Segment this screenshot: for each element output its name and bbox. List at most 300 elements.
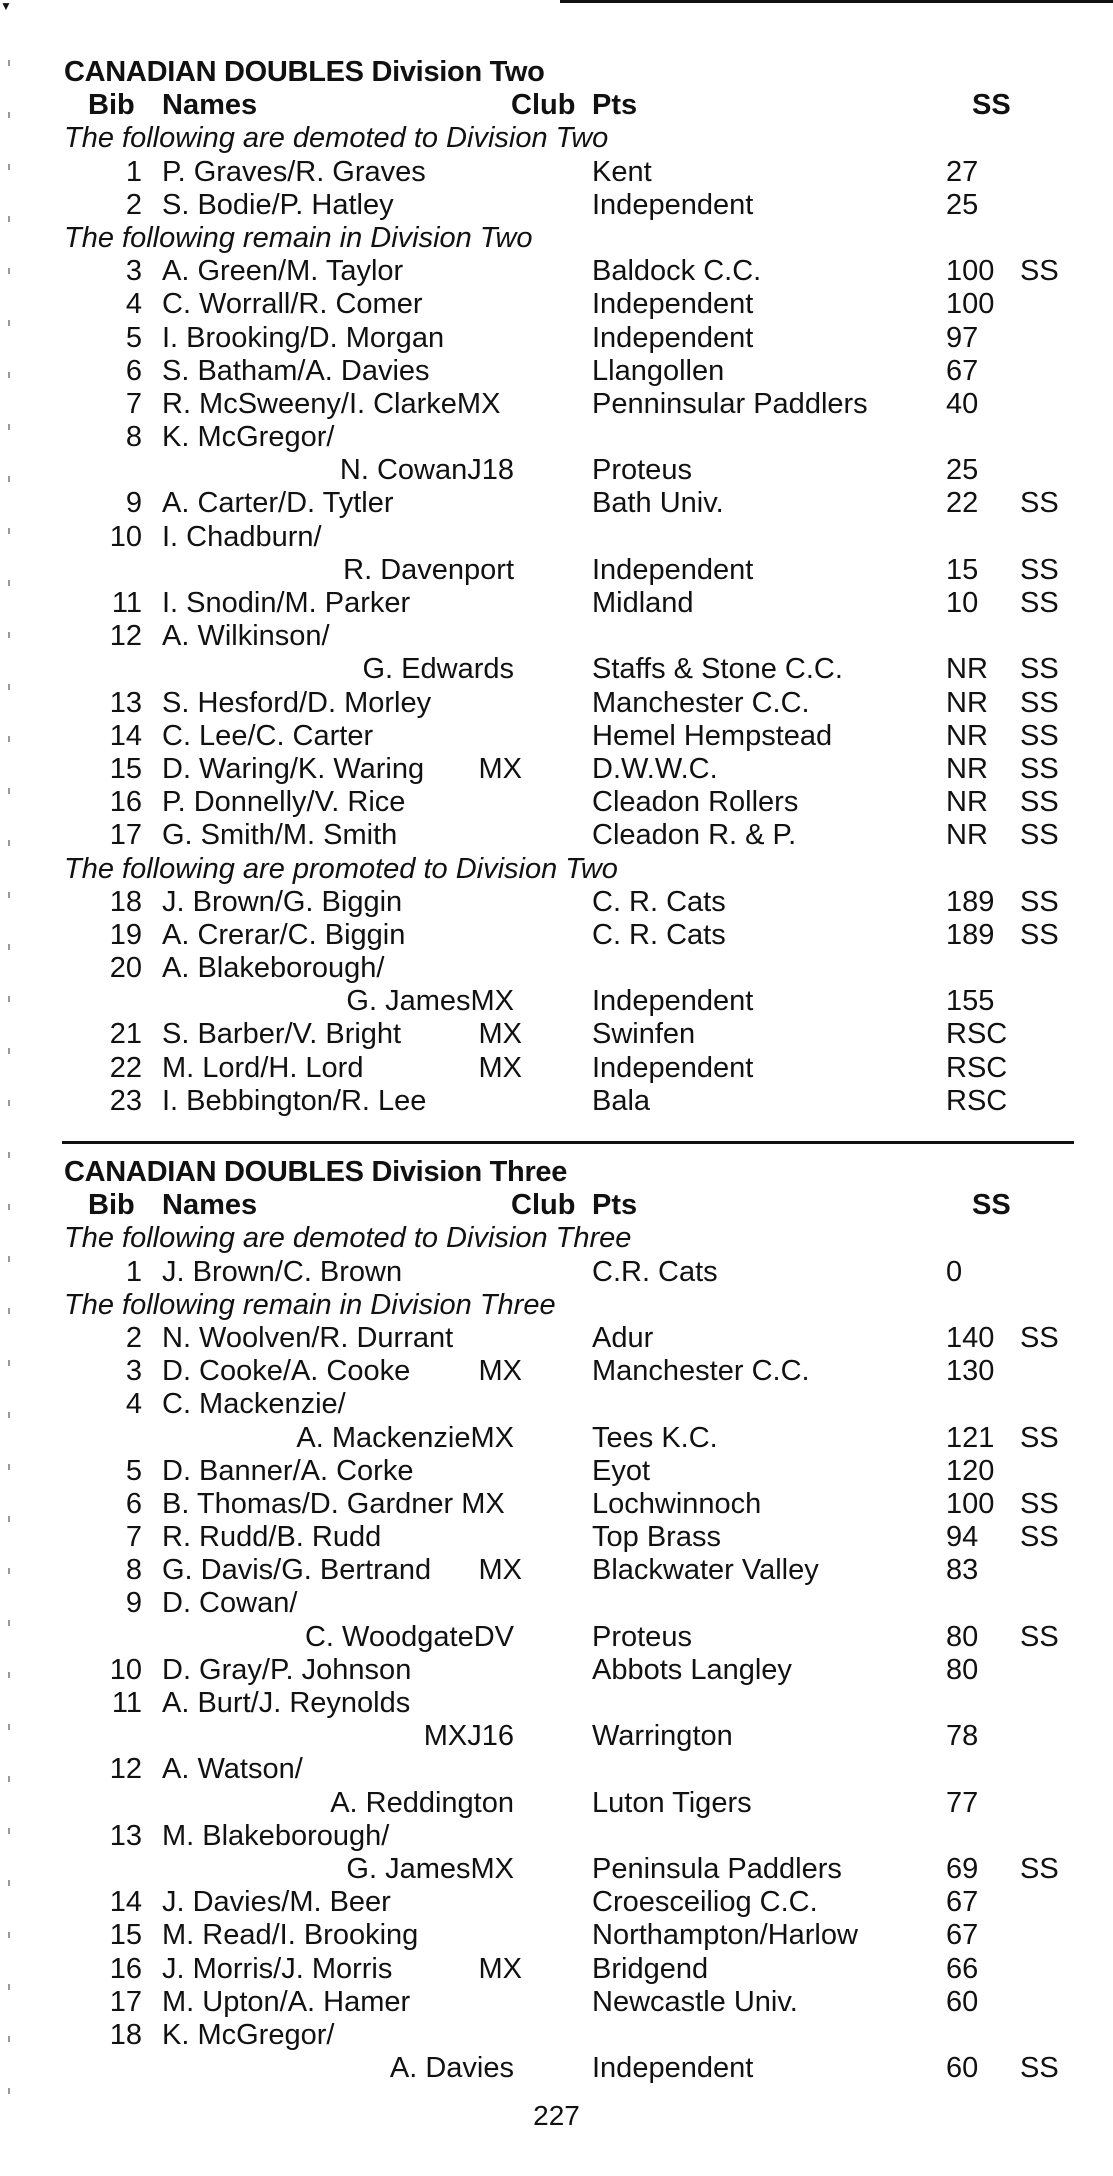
- entry-names: S. Bodie/P. Hatley: [162, 188, 394, 221]
- entry-pts: 80: [946, 1620, 979, 1653]
- entry-names: S. Batham/A. Davies: [162, 354, 430, 387]
- entry-pts: 15: [946, 553, 979, 586]
- entry-pts: 155: [946, 985, 995, 1018]
- entry-names: D. Cowan/: [162, 1587, 298, 1620]
- edge-mark: [8, 1620, 10, 1626]
- table-row: [64, 2019, 1074, 2052]
- table-row: [64, 322, 1074, 355]
- entry-names: D. Waring/K. Waring: [162, 752, 425, 785]
- entry-bib: 11: [111, 587, 142, 619]
- table-row-continuation: [64, 454, 1074, 487]
- entry-pts: RSC: [946, 1018, 1008, 1051]
- entry-pts: 130: [946, 1355, 995, 1388]
- group-caption: The following are promoted to Division Two: [64, 852, 618, 885]
- entry-club: Cleadon R. & P.: [592, 819, 797, 852]
- entry-names: N. Woolven/R. Durrant: [162, 1321, 454, 1354]
- section-divider: [62, 1141, 1074, 1144]
- entry-ss: SS: [1020, 1421, 1059, 1454]
- entry-ss: SS: [1020, 587, 1059, 619]
- entry-club: Independent: [592, 188, 754, 221]
- table-row-continuation: [64, 1720, 1074, 1753]
- table-row: [64, 421, 1074, 454]
- entry-club: Tees K.C.: [592, 1421, 718, 1454]
- edge-mark: [8, 1100, 10, 1106]
- table-row-continuation: [64, 1853, 1074, 1886]
- entry-bib: 2: [125, 1321, 142, 1354]
- table-row: [64, 1654, 1074, 1687]
- entry-club: Eyot: [592, 1454, 651, 1487]
- entry-pts: 10: [946, 587, 979, 619]
- edge-mark: [8, 1724, 10, 1730]
- entry-names-continued: G. JamesMX: [346, 1852, 514, 1885]
- entry-bib: 6: [125, 1487, 142, 1520]
- entry-names: M. Blakeborough/: [162, 1819, 390, 1852]
- entry-pts: 22: [946, 487, 979, 520]
- entry-bib: 1: [125, 1255, 142, 1288]
- edge-mark: [8, 1204, 10, 1210]
- entry-bib: 4: [125, 288, 142, 321]
- header-names: Names: [162, 89, 258, 122]
- edge-mark: [8, 1048, 10, 1054]
- division-three-section: [64, 1156, 1074, 2085]
- entry-club: Llangollen: [592, 354, 725, 387]
- entry-pts: RSC: [946, 1084, 1008, 1117]
- entry-bib: 17: [109, 1985, 142, 2018]
- table-row: [64, 919, 1074, 952]
- entry-ss: SS: [1020, 1487, 1059, 1520]
- table-row: [64, 1085, 1074, 1118]
- entry-bib: 22: [109, 1051, 142, 1084]
- entry-names: M. Read/I. Brooking: [162, 1919, 419, 1952]
- entry-pts: 40: [946, 387, 979, 420]
- entry-bib: 15: [109, 752, 142, 785]
- entry-bib: 3: [125, 1355, 142, 1388]
- entry-names: M. Upton/A. Hamer: [162, 1985, 411, 2018]
- entry-ss: SS: [1020, 255, 1059, 288]
- entry-names: J. Brown/G. Biggin: [162, 885, 403, 918]
- table-row-continuation: [64, 1621, 1074, 1654]
- group-caption: The following are demoted to Division Two: [64, 122, 609, 155]
- entry-ss: SS: [1020, 786, 1059, 819]
- edge-mark: [8, 268, 10, 274]
- column-headers: [64, 89, 1074, 122]
- entry-names: A. Watson/: [162, 1753, 303, 1786]
- entry-club: Bridgend: [592, 1952, 709, 1985]
- table-row: [64, 1886, 1074, 1919]
- entry-names-continued: A. Davies: [389, 2052, 514, 2085]
- entry-ss: SS: [1020, 1521, 1059, 1554]
- table-row: [64, 156, 1074, 189]
- entry-names: S. Barber/V. Bright: [162, 1018, 402, 1051]
- table-row: [64, 1018, 1074, 1051]
- table-row: [64, 1587, 1074, 1620]
- table-row: [64, 952, 1074, 985]
- table-row: [64, 886, 1074, 919]
- entry-pts: NR: [946, 719, 988, 752]
- entry-pts: 25: [946, 188, 979, 221]
- entry-names: A. Green/M. Taylor: [162, 255, 404, 288]
- table-row: [64, 1521, 1074, 1554]
- entry-club: Proteus: [592, 454, 692, 487]
- entry-ss: SS: [1020, 487, 1059, 520]
- entry-pts: 67: [946, 1919, 979, 1952]
- entry-pts: 67: [946, 354, 979, 387]
- entry-pts: NR: [946, 786, 988, 819]
- edge-mark: [8, 424, 10, 430]
- entry-bib: 9: [125, 487, 142, 520]
- table-row: [64, 1919, 1074, 1952]
- entry-club: Kent: [592, 155, 652, 188]
- entry-bib: 16: [109, 1952, 142, 1985]
- entry-club: Bala: [592, 1084, 651, 1117]
- entry-bib: 20: [109, 952, 142, 985]
- entry-names: A. Burt/J. Reynolds: [162, 1687, 411, 1719]
- entry-names: C. Lee/C. Carter: [162, 719, 374, 752]
- header-bib: Bib: [88, 1189, 135, 1222]
- edge-mark: [8, 1360, 10, 1366]
- section-title: CANADIAN DOUBLES Division Two: [64, 56, 545, 88]
- entry-club: Luton Tigers: [592, 1786, 752, 1819]
- header-pts: Pts: [592, 89, 638, 122]
- entry-club: Adur: [592, 1321, 654, 1354]
- entry-ss: SS: [1020, 686, 1059, 719]
- table-row: [64, 355, 1074, 388]
- edge-mark: [8, 1516, 10, 1522]
- header-club: Club: [511, 89, 576, 122]
- entry-bib: 23: [109, 1084, 142, 1117]
- entry-ss: SS: [1020, 2052, 1059, 2085]
- entry-club: Cleadon Rollers: [592, 786, 799, 819]
- entry-names: I. Brooking/D. Morgan: [162, 321, 445, 354]
- section-title: CANADIAN DOUBLES Division Three: [64, 1156, 568, 1188]
- edge-mark: [8, 528, 10, 534]
- table-row: [64, 1820, 1074, 1853]
- entry-pts: 80: [946, 1653, 979, 1686]
- group-caption: The following remain in Division Three: [64, 1288, 556, 1321]
- table-row: [64, 753, 1074, 786]
- edge-mark: [8, 1828, 10, 1834]
- table-row: [64, 1322, 1074, 1355]
- entry-pts: 27: [946, 155, 979, 188]
- entry-pts: RSC: [946, 1051, 1008, 1084]
- entry-club: Northampton/Harlow: [592, 1919, 858, 1952]
- entry-class-mark: MX: [478, 1952, 522, 1985]
- entry-pts: 121: [946, 1421, 995, 1454]
- entry-bib: 11: [111, 1687, 142, 1719]
- entry-ss: SS: [1020, 885, 1059, 918]
- table-row-continuation: [64, 2052, 1074, 2085]
- edge-mark: [8, 840, 10, 846]
- entry-ss: SS: [1020, 553, 1059, 586]
- entry-ss: SS: [1020, 1620, 1059, 1653]
- edge-mark: [8, 1464, 10, 1470]
- table-row: [64, 521, 1074, 554]
- entry-club: Independent: [592, 985, 754, 1018]
- entry-class-mark: MX: [478, 1018, 522, 1051]
- entry-ss: SS: [1020, 653, 1059, 686]
- table-row-continuation: [64, 554, 1074, 587]
- entry-club: Hemel Hempstead: [592, 719, 833, 752]
- entry-bib: 7: [125, 387, 142, 420]
- entry-class-mark: MX: [478, 1554, 522, 1587]
- entry-bib: 18: [109, 885, 142, 918]
- entry-names-continued: R. Davenport: [343, 553, 514, 586]
- entry-club: Peninsula Paddlers: [592, 1852, 842, 1885]
- edge-mark: [8, 216, 10, 222]
- top-rule: [560, 0, 1113, 3]
- entry-names: M. Lord/H. Lord: [162, 1051, 364, 1084]
- entry-pts: 60: [946, 2052, 979, 2085]
- entry-names: I. Snodin/M. Parker: [162, 587, 411, 619]
- entry-bib: 13: [109, 686, 142, 719]
- entry-class-mark: MX: [478, 1355, 522, 1388]
- header-club: Club: [511, 1189, 576, 1222]
- entry-club: Swinfen: [592, 1018, 696, 1051]
- entry-club: Manchester C.C.: [592, 686, 810, 719]
- entry-names: B. Thomas/D. Gardner MX: [162, 1487, 505, 1520]
- table-row: [64, 1687, 1074, 1720]
- edge-mark: [8, 1776, 10, 1782]
- entry-names: G. Davis/G. Bertrand: [162, 1554, 432, 1587]
- entry-pts: NR: [946, 819, 988, 852]
- entry-club: Baldock C.C.: [592, 255, 762, 288]
- entry-ss: SS: [1020, 719, 1059, 752]
- header-names: Names: [162, 1189, 258, 1222]
- table-row-continuation: [64, 985, 1074, 1018]
- edge-mark: [8, 788, 10, 794]
- entry-club: Newcastle Univ.: [592, 1985, 798, 2018]
- entry-pts: NR: [946, 752, 988, 785]
- entry-bib: 19: [109, 918, 142, 951]
- entry-bib: 10: [109, 1653, 142, 1686]
- entry-pts: 0: [946, 1255, 963, 1288]
- table-row-continuation: [64, 1787, 1074, 1820]
- entry-names: C. Mackenzie/: [162, 1388, 346, 1421]
- entry-names: K. McGregor/: [162, 421, 335, 454]
- entry-names: D. Cooke/A. Cooke: [162, 1355, 411, 1388]
- table-row-continuation: [64, 653, 1074, 686]
- header-ss: SS: [972, 1189, 1011, 1222]
- edge-mark: [8, 164, 10, 170]
- entry-club: Penninsular Paddlers: [592, 387, 868, 420]
- table-row: [64, 1953, 1074, 1986]
- edge-mark: [8, 1932, 10, 1938]
- entry-pts: 189: [946, 885, 995, 918]
- edge-mark: [8, 1152, 10, 1158]
- entry-names: G. Smith/M. Smith: [162, 819, 398, 852]
- entry-names: J. Davies/M. Beer: [162, 1886, 391, 1919]
- entry-club: C. R. Cats: [592, 918, 726, 951]
- table-row: [64, 1355, 1074, 1388]
- entry-bib: 14: [109, 1886, 142, 1919]
- entry-club: Proteus: [592, 1620, 692, 1653]
- table-row: [64, 620, 1074, 653]
- scan-edge-marks: [8, 60, 12, 2140]
- table-row-continuation: [64, 1422, 1074, 1455]
- entry-pts: 66: [946, 1952, 979, 1985]
- entry-club: Abbots Langley: [592, 1653, 792, 1686]
- edge-mark: [8, 112, 10, 118]
- entry-names: A. Blakeborough/: [162, 952, 385, 985]
- table-row: [64, 189, 1074, 222]
- entry-pts: 69: [946, 1852, 979, 1885]
- entry-bib: 15: [109, 1919, 142, 1952]
- entry-names: K. McGregor/: [162, 2018, 335, 2051]
- entry-names: J. Brown/C. Brown: [162, 1255, 403, 1288]
- entry-names-continued: G. JamesMX: [346, 985, 514, 1018]
- entry-names: R. McSweeny/I. ClarkeMX: [162, 387, 501, 420]
- entry-names: J. Morris/J. Morris: [162, 1952, 393, 1985]
- entry-club: Independent: [592, 288, 754, 321]
- entry-bib: 21: [109, 1018, 142, 1051]
- column-headers: [64, 1189, 1074, 1222]
- table-row: [64, 1986, 1074, 2019]
- entry-club: Staffs & Stone C.C.: [592, 653, 843, 686]
- entry-club: C.R. Cats: [592, 1255, 718, 1288]
- edge-mark: [8, 1256, 10, 1262]
- entry-bib: 14: [109, 719, 142, 752]
- entry-pts: 83: [946, 1554, 979, 1587]
- edge-mark: [8, 892, 10, 898]
- entry-bib: 8: [125, 1554, 142, 1587]
- entry-pts: NR: [946, 653, 988, 686]
- entry-pts: 100: [946, 255, 995, 288]
- entry-names: D. Gray/P. Johnson: [162, 1653, 412, 1686]
- edge-mark: [8, 2088, 10, 2094]
- entry-names: A. Carter/D. Tytler: [162, 487, 394, 520]
- edge-mark: [8, 1308, 10, 1314]
- edge-mark: [8, 476, 10, 482]
- entry-ss: SS: [1020, 1852, 1059, 1885]
- entry-bib: 4: [125, 1388, 142, 1421]
- entry-club: Warrington: [592, 1720, 733, 1753]
- table-row: [64, 388, 1074, 421]
- entry-names-continued: A. MackenzieMX: [296, 1421, 514, 1454]
- edge-mark: [8, 1568, 10, 1574]
- edge-mark: [8, 1984, 10, 1990]
- table-row: [64, 687, 1074, 720]
- table-row: [64, 1052, 1074, 1085]
- entry-club: Independent: [592, 1051, 754, 1084]
- edge-mark: [8, 2036, 10, 2042]
- page-number: 227: [533, 2100, 580, 2131]
- group-caption: The following are demoted to Division Three: [64, 1222, 632, 1255]
- entry-bib: 2: [125, 188, 142, 221]
- entry-names: C. Worrall/R. Comer: [162, 288, 423, 321]
- entry-club: Midland: [592, 587, 694, 619]
- entry-pts: 189: [946, 918, 995, 951]
- entry-names-continued: MXJ16: [423, 1720, 514, 1753]
- table-row: [64, 487, 1074, 520]
- header-pts: Pts: [592, 1189, 638, 1222]
- entry-bib: 9: [125, 1587, 142, 1620]
- entry-pts: 120: [946, 1454, 995, 1487]
- entry-names-continued: A. Reddington: [330, 1786, 514, 1819]
- entry-club: Manchester C.C.: [592, 1355, 810, 1388]
- entry-pts: NR: [946, 686, 988, 719]
- entry-bib: 18: [109, 2018, 142, 2051]
- entry-pts: 60: [946, 1985, 979, 2018]
- entry-class-mark: MX: [478, 1051, 522, 1084]
- entry-club: C. R. Cats: [592, 885, 726, 918]
- entry-names-continued: N. CowanJ18: [339, 454, 514, 487]
- entry-bib: 5: [125, 321, 142, 354]
- entry-club: Croesceiliog C.C.: [592, 1886, 818, 1919]
- edge-mark: [8, 996, 10, 1002]
- table-row: [64, 288, 1074, 321]
- table-row: [64, 587, 1074, 620]
- edge-mark: [8, 736, 10, 742]
- table-row: [64, 1455, 1074, 1488]
- edge-mark: [8, 372, 10, 378]
- edge-mark: [8, 60, 10, 66]
- entry-bib: 8: [125, 421, 142, 454]
- entry-pts: 25: [946, 454, 979, 487]
- corner-mark: ▼: [0, 0, 12, 13]
- table-row: [64, 786, 1074, 819]
- edge-mark: [8, 1412, 10, 1418]
- entry-bib: 7: [125, 1521, 142, 1554]
- entry-pts: 77: [946, 1786, 979, 1819]
- entry-club: Bath Univ.: [592, 487, 724, 520]
- table-row: [64, 1554, 1074, 1587]
- group-caption: The following remain in Division Two: [64, 221, 533, 254]
- entry-ss: SS: [1020, 1321, 1059, 1354]
- entry-names: D. Banner/A. Corke: [162, 1454, 414, 1487]
- edge-mark: [8, 632, 10, 638]
- entry-bib: 17: [109, 819, 142, 852]
- entry-club: Blackwater Valley: [592, 1554, 819, 1587]
- entry-bib: 1: [125, 155, 142, 188]
- edge-mark: [8, 1672, 10, 1678]
- entry-names: A. Wilkinson/: [162, 620, 330, 653]
- table-row: [64, 1256, 1074, 1289]
- entry-club: D.W.W.C.: [592, 752, 718, 785]
- entry-bib: 5: [125, 1454, 142, 1487]
- entry-names: I. Chadburn/: [162, 520, 322, 553]
- entry-club: Top Brass: [592, 1521, 721, 1554]
- edge-mark: [8, 944, 10, 950]
- entry-pts: 140: [946, 1321, 995, 1354]
- entry-bib: 13: [109, 1819, 142, 1852]
- entry-names: P. Graves/R. Graves: [162, 155, 426, 188]
- entry-pts: 78: [946, 1720, 979, 1753]
- entry-pts: 97: [946, 321, 979, 354]
- entry-bib: 10: [109, 520, 142, 553]
- table-row: [64, 819, 1074, 852]
- entry-names: S. Hesford/D. Morley: [162, 686, 432, 719]
- table-row: [64, 255, 1074, 288]
- entry-bib: 3: [125, 255, 142, 288]
- table-row: [64, 1753, 1074, 1786]
- entry-names-continued: G. Edwards: [362, 653, 514, 686]
- edge-mark: [8, 684, 10, 690]
- entry-ss: SS: [1020, 918, 1059, 951]
- header-bib: Bib: [88, 89, 135, 122]
- entry-club: Independent: [592, 553, 754, 586]
- table-row: [64, 1388, 1074, 1421]
- entry-class-mark: MX: [478, 752, 522, 785]
- entry-names-continued: C. WoodgateDV: [304, 1620, 514, 1653]
- entry-names: A. Crerar/C. Biggin: [162, 918, 406, 951]
- entry-pts: 100: [946, 1487, 995, 1520]
- entry-club: Lochwinnoch: [592, 1487, 762, 1520]
- entry-bib: 12: [109, 620, 142, 653]
- entry-bib: 16: [109, 786, 142, 819]
- entry-ss: SS: [1020, 752, 1059, 785]
- entry-names: P. Donnelly/V. Rice: [162, 786, 406, 819]
- entry-pts: 94: [946, 1521, 979, 1554]
